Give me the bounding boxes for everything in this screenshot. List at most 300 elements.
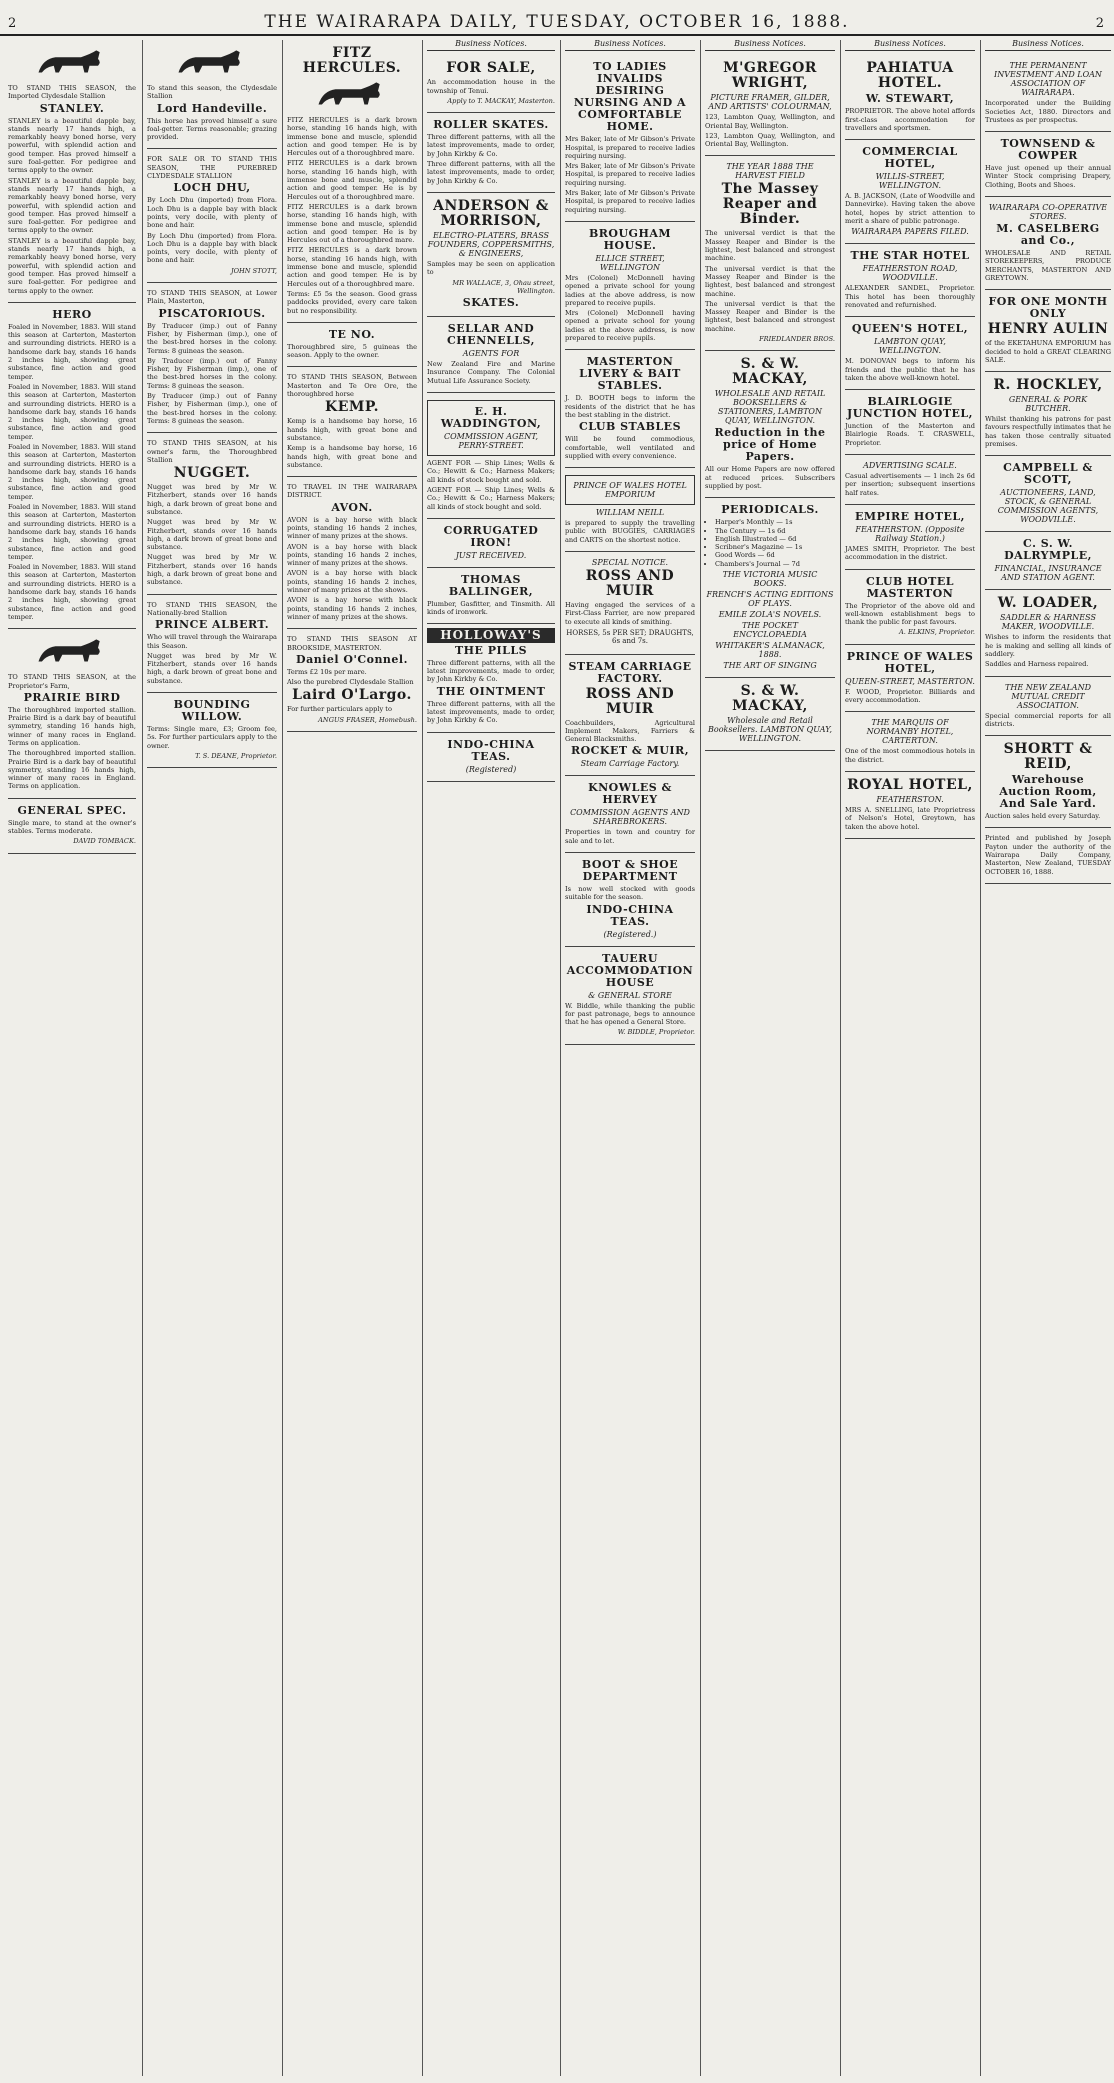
ad-piscatorious: [147, 283, 277, 433]
royal-sub: FEATHERSTON.: [876, 794, 944, 804]
prince-sub: WILLIAM NEILL: [595, 508, 665, 518]
ad-campbell-scott: [985, 456, 1111, 532]
mcgregor-body: 123, Lambton Quay, Wellington, and Oriental Bay, Wellington.: [705, 113, 835, 130]
ad-steam-carriage: [565, 655, 695, 777]
queens-body: M. DONOVAN begs to inform his friends and the public that he has taken the above well-known hotel.: [845, 357, 975, 382]
ad-general-spec: [8, 799, 136, 854]
nugget-body-2: Nugget was bred by Mr W. Fitzherbert, stands over 16 hands high, a dark brown of great bone and substance.: [147, 518, 277, 552]
mackay2-sub: Wholesale and Retail Booksellers. LAMBTON QUAY, WELLINGTON.: [708, 716, 832, 744]
club-name: CLUB HOTEL MASTERTON: [866, 574, 954, 600]
special-notice: SPECIAL NOTICE.: [591, 558, 669, 568]
acting-title: FRENCH'S ACTING EDITIONS OF PLAYS.: [706, 590, 834, 609]
advertising-name: ADVERTISING SCALE.: [863, 461, 957, 471]
prince-name: PRINCE ALBERT.: [154, 618, 270, 632]
page-number-left: 2: [8, 16, 17, 31]
periodicals-list: [705, 518, 835, 568]
ad-boot-shoe: [565, 853, 695, 947]
papers-filed: WAIRARAPA PAPERS FILED.: [851, 227, 969, 237]
dalrymple-sub: FINANCIAL, INSURANCE AND STATION AGENT.: [994, 564, 1102, 583]
avon-name: AVON.: [331, 500, 373, 514]
horse-icon: [310, 79, 395, 113]
ad-tauru: [565, 947, 695, 1045]
waddington-sub: COMMISSION AGENT, PERRY-STREET.: [443, 432, 538, 451]
skates-label: SKATES.: [462, 296, 520, 310]
corrugated-sub: JUST RECEIVED.: [455, 550, 527, 560]
periodical-item: • The Century — 1s 6d: [715, 527, 835, 535]
teas-name: INDO-CHINA TEAS.: [586, 902, 674, 928]
tenno-body: Thoroughbred sire, 5 guineas the season. Apply to the owner.: [287, 342, 417, 360]
masthead: [0, 0, 1114, 36]
coop-name: WAIRARAPA CO-OPERATIVE STORES.: [988, 203, 1108, 222]
pisc-body-2: By Traducer (imp.) out of Fanny Fisher, by Fisherman (imp.), one of the best-bred horses in the colony. Terms: 8 guineas the season.: [147, 356, 277, 390]
livery-name: MASTERTON LIVERY & BAIT STABLES.: [579, 355, 681, 393]
ad-livery: [565, 350, 695, 468]
mcgregor-name: M'GREGOR WRIGHT,: [723, 60, 817, 92]
agent-body: Special commercial reports for all districts.: [985, 711, 1111, 728]
club-body: The Proprietor of the above old and well-known establishment begs to thank the public for past favours.: [845, 601, 975, 627]
ad-avon: [287, 477, 417, 629]
prince-body: is prepared to supply the travelling public with BUGGIES, CARRIAGES and CARTS on the shortest notice.: [565, 519, 695, 544]
brougham-body: Mrs (Colonel) McDonnell having opened a private school for young ladies at the above address, is now prepared to receive pupils.: [565, 273, 695, 307]
shorts-body: Auction sales held every Saturday.: [985, 812, 1101, 821]
hero-body: Foaled in November, 1883. Will stand this season at Carterton, Masterton and surrounding districts. HERO is a handsome dark bay, stands 16 hands 2 inches high, showing great substance, fine action and good temper.: [8, 322, 136, 381]
ad-cooperative: [985, 197, 1111, 290]
knowles-sub: COMMISSION AGENTS AND SHAREBROKERS.: [570, 808, 690, 827]
bounding-body: Terms: Single mare, £3; Groom fee, 5s. For further particulars apply to the owner.: [147, 725, 277, 750]
sellar-body: New Zealand Fire and Marine Insurance Company. The Colonial Mutual Life Assurance Society.: [427, 360, 555, 385]
ad-marquis: [845, 712, 975, 772]
daniel-body: Terms £2 10s per mare.: [287, 667, 367, 676]
month-sub: HENRY AULIN: [987, 321, 1109, 338]
sellar-name: SELLAR AND CHENNELLS,: [447, 322, 535, 348]
lochdhu-name: LOCH DHU,: [173, 181, 251, 195]
stanley-body-3: STANLEY is a beautiful dapple bay, stands nearly 17 hands high, a remarkably heavy boned horse, very powerful, with splendid action and good temper. Has proved himself a sure foal-getter. For pedigree and terms apply to the owner.: [8, 236, 136, 295]
ad-dalrymple: [985, 532, 1111, 590]
music-title: THE VICTORIA MUSIC BOOKS.: [722, 570, 818, 589]
holloway-banner: HOLLOWAY'S: [427, 628, 555, 642]
tauru-name: TAUERU ACCOMMODATION HOUSE: [566, 951, 694, 989]
advertising-body: Casual advertisements — 1 inch 2s 6d per insertion; subsequent insertions half rates.: [845, 472, 975, 497]
newspaper-title: THE WAIRARAPA DAILY, TUESDAY, OCTOBER 16, 1888.: [264, 12, 850, 32]
ad-roller-skates: [427, 113, 555, 193]
fitz-body-3: FITZ HERCULES is a dark brown horse, standing 16 hands high, with immense bone and muscle, splendid action and good temper. He is by Hercules out of a thoroughbred mare.: [287, 202, 417, 245]
kemp-intro: TO STAND THIS SEASON, Between Masterton and Te Ore Ore, the thoroughbred horse: [287, 373, 417, 399]
column-6: [700, 40, 839, 2076]
ad-fitz-hercules: [287, 40, 417, 323]
fitz-body-2: FITZ HERCULES is a dark brown horse, standing 16 hands high, with immense bone and muscle, splendid action and good temper. He is by Hercules out of a thoroughbred mare.: [287, 159, 417, 201]
periodical-item: • Scribner's Magazine — 1s: [715, 543, 835, 551]
brougham-sub: ELLICE STREET, WELLINGTON: [595, 253, 665, 272]
teas-sub: (Registered.): [603, 929, 657, 939]
club-sign: A. ELKINS, Proprietor.: [898, 628, 975, 637]
prince-name: PRINCE OF WALES HOTEL EMPORIUM: [573, 481, 687, 500]
indo-sub: (Registered): [465, 764, 517, 774]
loader-prices: Saddles and Harness repaired.: [985, 660, 1089, 669]
tauru-body: W. Biddle, while thanking the public for past patronage, begs to announce that he has opened a General Store.: [565, 1001, 695, 1027]
general-sign: DAVID TOMBACK.: [73, 837, 136, 846]
star-sub: FEATHERSTON ROAD, WOODVILLE.: [862, 264, 958, 283]
ad-advertising-scale: [845, 455, 975, 505]
column-8: [980, 40, 1114, 2076]
ad-loader: [985, 590, 1111, 676]
singing-title: THE ART OF SINGING: [723, 661, 817, 671]
reduction-body: All our Home Papers are now offered at reduced prices. Subscribers supplied by post.: [705, 465, 835, 490]
empire-body: JAMES SMITH, Proprietor. The best accommodation in the district.: [845, 544, 975, 562]
ad-ladies: [565, 55, 695, 222]
horse-icon: [170, 47, 255, 81]
mackay2-name: S. & W. MACKAY,: [732, 683, 808, 715]
column-heading: Business Notices.: [427, 40, 555, 51]
waddington-body: AGENT FOR — Ship Lines; Wells & Co.; Hewitt & Co.; Harness Makers; all kinds of stock bought and sold.: [427, 459, 555, 484]
ad-club-hotel: [845, 570, 975, 645]
steam-body: Coachbuilders, Agricultural Implement Makers, Farriers & General Blacksmiths.: [565, 718, 695, 744]
ointment-body: Three different patterns, with all the latest improvements, made to order, by John Kirkby & Co.: [427, 699, 555, 725]
lochdhu-sign: JOHN STOTT,: [230, 266, 277, 275]
shorts-name: SHORTT & REID,: [1003, 741, 1093, 773]
periodical-item: • Harper's Monthly — 1s: [715, 518, 835, 526]
harvest-title: THE YEAR 1888 THE HARVEST FIELD: [726, 162, 814, 181]
month-name: FOR ONE MONTH ONLY: [988, 295, 1108, 321]
kemp-body-2: Kemp is a handsome bay horse, 16 hands high, with great bone and substance.: [287, 444, 417, 469]
pills-body: Three different patterns, with all the latest improvements, made to order, by John Kirkby & Co.: [427, 658, 555, 684]
mackay-sub: WHOLESALE AND RETAIL BOOKSELLERS & STATIONERS, LAMBTON QUAY, WELLINGTON.: [714, 389, 826, 426]
column-7: [840, 40, 979, 2076]
column-heading: Business Notices.: [565, 40, 695, 51]
ad-ross-muir: [565, 552, 695, 654]
column-5: [560, 40, 699, 2076]
ad-permanent-investment: [985, 55, 1111, 132]
pisc-name: PISCATORIOUS.: [158, 306, 266, 320]
travel-title: TO TRAVEL IN THE WAIRARAPA DISTRICT.: [287, 483, 417, 500]
avon-body-2: AVON is a bay horse with black points, standing 16 hands 2 inches, winner of many prizes at the shows.: [287, 542, 417, 568]
waddington-name: E. H. WADDINGTON,: [440, 405, 542, 431]
bounding-sign: T. S. DEANE, Proprietor.: [195, 751, 277, 760]
ad-mcgregor-wright: [705, 55, 835, 156]
imprint: [985, 828, 1111, 883]
nugget-name: NUGGET.: [173, 465, 251, 482]
townsend-body: Have just opened up their annual Winter Stock comprising Drapery, Clothing, Boots and Shoes.: [985, 164, 1111, 189]
pahiatua-sub: W. STEWART,: [865, 92, 955, 106]
ointment-title: THE OINTMENT: [436, 684, 546, 698]
ad-bounding-willow: [147, 693, 277, 768]
boot-name: BOOT & SHOE DEPARTMENT: [581, 857, 679, 883]
kemp-name: KEMP.: [325, 399, 379, 416]
ad-brougham: [565, 222, 695, 350]
loader-name: W. LOADER,: [997, 595, 1099, 612]
hero-body-2: Foaled in November, 1883. Will stand this season at Carterton, Masterton and surrounding districts. HERO is a handsome dark bay, stands 16 hands 2 inches high, showing great substance, fine action and good temper.: [8, 382, 136, 441]
ad-prince-wales-hotel: [845, 645, 975, 713]
club-body: Will be found commodious, comfortable, well ventilated and supplied with every convenience.: [565, 435, 695, 460]
blair-name: BLAIRLOGIE JUNCTION HOTEL,: [846, 395, 973, 421]
dalrymple-name: C. S. W. DALRYMPLE,: [1004, 537, 1092, 563]
anderson-sub: ELECTRO-PLATERS, BRASS FOUNDERS, COPPERSMITHS, & ENGINEERS,: [427, 230, 555, 258]
ladies-body-3: Mrs Baker, late of Mr Gibson's Private Hospital, is prepared to receive ladies requiring nursing.: [565, 189, 695, 214]
club-name: CLUB STABLES: [578, 420, 682, 434]
nugget-body: Nugget was bred by Mr W. Fitzherbert, stands over 16 hands high, a dark brown of great bone and substance.: [147, 483, 277, 516]
ballinger-body: Plumber, Gasfitter, and Tinsmith. All kinds of ironwork.: [427, 599, 555, 617]
imprint-text: Printed and published by Joseph Payton under the authority of the Wairarapa Daily Company, Masterton, New Zealand, TUESDAY OCTOBER 16, 1888.: [985, 834, 1111, 876]
ladies-body: Mrs Baker, late of Mr Gibson's Private Hospital, is prepared to receive ladies requiring nursing.: [565, 135, 695, 160]
brougham-body-2: Mrs (Colonel) McDonnell having opened a private school for young ladies at the above address, is now prepared to receive pupils.: [565, 309, 695, 343]
stanley-name: STANLEY.: [39, 101, 105, 115]
prairie-body: The thoroughbred imported stallion. Prairie Bird is a dark bay of beautiful symmetry, standing 16 hands high, winner of many races in England. Terms on application.: [8, 705, 136, 747]
general-name: GENERAL SPEC.: [17, 803, 127, 817]
bounding-name: BOUNDING WILLOW.: [173, 698, 251, 724]
pills-title: THE PILLS: [454, 643, 528, 657]
corrugated-name: CORRUGATED IRON!: [443, 523, 539, 549]
hockley-body: Whilst thanking his patrons for past favours respectfully intimates that he has taken those centrally situated premises.: [985, 415, 1111, 449]
steam-name: STEAM CARRIAGE FACTORY.: [568, 659, 692, 685]
queens-name: QUEEN'S HOTEL,: [851, 322, 969, 336]
ad-stanley: [8, 40, 136, 303]
ad-kemp: [287, 367, 417, 477]
forsale-body: An accommodation house in the township of Tenui.: [427, 78, 555, 95]
pisc-body: By Traducer (imp.) out of Fanny Fisher, by Fisherman (imp.), one of the best-bred horses in the colony. Terms: 8 guineas the season.: [147, 321, 277, 355]
pwales-name: PRINCE OF WALES HOTEL,: [846, 649, 974, 675]
mackay-name: S. & W. MACKAY,: [732, 356, 808, 388]
periodical-item: • Good Words — 6d: [715, 551, 835, 559]
pwales-body: F. WOOD, Proprietor. Billiards and every accommodation.: [845, 687, 975, 705]
daniel-name: Daniel O'Connel.: [296, 652, 408, 666]
column-1: [4, 40, 140, 2076]
roller-body: Three different patterns, with all the latest improvements, made to order, by John Kirkby & Co.: [427, 133, 555, 158]
anderson-name: ANDERSON & MORRISON,: [433, 197, 549, 229]
ad-knowles-hervey: [565, 776, 695, 853]
prairie-name: PRAIRIE BIRD: [23, 690, 121, 704]
forsale-name: FOR SALE,: [446, 60, 536, 77]
horse-prices: HORSES, 5s PER SET; DRAUGHTS, 6s and 7s.: [566, 628, 694, 646]
townsend-name: TOWNSEND & COWPER: [1000, 137, 1096, 163]
prairie-body-2: The thoroughbred imported stallion. Prairie Bird is a dark bay of beautiful symmetry, standing 16 hands high, winner of many races in England. Terms on application.: [8, 749, 136, 791]
forsale-apply: Apply to T. MACKAY, Masterton.: [447, 96, 555, 105]
ad-one-month: [985, 290, 1111, 372]
steam-sub: ROSS AND MUIR: [585, 685, 675, 717]
prince-body: Who will travel through the Wairarapa this Season.: [147, 633, 277, 650]
ballinger-name: THOMAS BALLINGER,: [448, 572, 534, 598]
roller-body-2: Three different patterns, with all the latest improvements, made to order, by John Kirkby & Co.: [427, 160, 555, 185]
ladies-name: TO LADIES INVALIDS DESIRING NURSING AND A COMFORTABLE HOME.: [573, 60, 687, 134]
ad-holloway: [427, 624, 555, 732]
tenno-name: TE NO.: [328, 327, 376, 341]
laird-sign: ANGUS FRASER, Homebush.: [318, 715, 417, 724]
ad-star-hotel: [845, 244, 975, 317]
column-heading: Business Notices.: [845, 40, 975, 51]
waddington-box: [427, 400, 555, 456]
star-name: THE STAR HOTEL: [850, 249, 970, 263]
avon-body-3: AVON is a bay horse with black points, standing 16 hands 2 inches, winner of many prizes at the shows.: [287, 569, 417, 595]
pisc-body-3: By Traducer (imp.) out of Fanny Fisher, by Fisherman (imp.), one of the best-bred horses in the colony. Terms: 8 guineas the season.: [147, 392, 277, 425]
prince-intro: TO STAND THIS SEASON, the Nationally-bred Stallion: [147, 600, 277, 617]
ad-waddington: [427, 393, 555, 519]
lochdhu-body-2: By Loch Dhu (imported) from Flora. Loch Dhu is a dapple bay with black points, very docile, with plenty of bone and hair.: [147, 231, 277, 265]
horse-icon: [30, 47, 115, 81]
periodical-item: • English Illustrated — 6d: [715, 535, 835, 543]
fitz-body-4: FITZ HERCULES is a dark brown horse, standing 16 hands high, with immense bone and muscle, splendid action and good temper. He is by Hercules out of a thoroughbred mare.: [287, 246, 417, 288]
agent-name: THE NEW ZEALAND MUTUAL CREDIT ASSOCIATION.: [1005, 682, 1091, 710]
massey-body: The universal verdict is that the Massey Reaper and Binder is the lightest, best balanced and strongest machine.: [705, 229, 835, 263]
ad-prince-albert: [147, 595, 277, 693]
ad-blairlogie: [845, 390, 975, 455]
empire-sub: FEATHERSTON. (Opposite Railway Station.): [855, 524, 965, 543]
boot-body: Is now well stocked with goods suitable for the season.: [565, 884, 695, 902]
ad-mutual-credit: [985, 677, 1111, 737]
coop-sub: M. CASELBERG and Co.,: [996, 222, 1100, 248]
ad-hockley: [985, 372, 1111, 456]
ad-massey: [705, 156, 835, 351]
campbell-name: CAMPBELL & SCOTT,: [1003, 461, 1093, 487]
zola-title: EMILE ZOLA'S NOVELS.: [718, 610, 822, 620]
knowles-name: KNOWLES & HERVEY: [588, 781, 672, 807]
anderson-sign: MR WALLACE, 3, Ohau street, Wellington.: [452, 278, 555, 295]
rocket-name: ROCKET & MUIR,: [570, 744, 690, 758]
lord-intro: To stand this season, the Clydesdale Stallion: [147, 84, 277, 101]
laird-name: Laird O'Largo.: [292, 687, 412, 704]
permanent-name: THE PERMANENT INVESTMENT AND LOAN ASSOCIATION OF WAIRARAPA.: [994, 61, 1102, 98]
stanley-body: STANLEY is a beautiful dapple bay, stands nearly 17 hands high, a remarkably heavy boned horse, very powerful, with splendid action and good temper. Has proved himself a sure foal-getter. For pedigree and terms apply to the owner.: [8, 116, 136, 175]
ad-sellar-chennells: [427, 317, 555, 393]
month-body: of the EKETAHUNA EMPORIUM has decided to hold a GREAT CLEARING SALE.: [985, 339, 1111, 364]
ad-queens-hotel: [845, 317, 975, 390]
pocket-title: THE POCKET ENCYCLOPAEDIA: [733, 621, 807, 640]
prince-body-2: Nugget was bred by Mr W. Fitzherbert, stands over 16 hands high, a dark brown of great bone and substance.: [147, 651, 277, 685]
brougham-name: BROUGHAM HOUSE.: [588, 226, 672, 252]
fitz-terms: Terms: £5 5s the season. Good grass paddocks provided, every care taken but no responsibility.: [287, 289, 417, 315]
livery-body: J. D. BOOTH begs to inform the residents of the district that he has the best stabling in the district.: [565, 394, 695, 419]
column-heading: Business Notices.: [985, 40, 1111, 51]
ad-corrugated-iron: [427, 519, 555, 568]
horse-icon: [30, 636, 115, 670]
nugget-intro: TO STAND THIS SEASON, at his owner's farm, the Thoroughbred Stallion: [147, 439, 277, 464]
pwales-sub: QUEEN-STREET, MASTERTON.: [845, 676, 975, 686]
page-number-right: 2: [1095, 16, 1104, 31]
commercial-sub: WILLIS-STREET, WELLINGTON.: [875, 172, 945, 191]
ad-loch-dhu: [147, 149, 277, 283]
marquis-name: THE MARQUIS OF NORMANBY HOTEL, CARTERTON.: [866, 718, 954, 746]
ad-mackay: [705, 351, 835, 498]
royal-name: ROYAL HOTEL,: [847, 776, 973, 793]
anderson-body: Samples may be seen on application to: [427, 259, 555, 277]
daniel-intro: TO STAND THIS SEASON AT BROOKSIDE, MASTERTON.: [287, 635, 417, 652]
loader-body: Wishes to inform the residents that he is making and selling all kinds of saddlery.: [985, 633, 1111, 658]
prairie-intro: TO STAND THIS SEASON, at the Proprietor's Farm,: [8, 673, 136, 690]
ad-te-no: [287, 323, 417, 368]
ad-mackay-2: [705, 678, 835, 751]
hero-body-4: Foaled in November, 1883. Will stand this season at Carterton, Masterton and surrounding districts. HERO is a handsome dark bay, stands 16 hands 2 inches high, showing great substance, fine action and good temper.: [8, 503, 136, 561]
laird-intro: Also the purebred Clydesdale Stallion: [287, 678, 414, 687]
roller-name: ROLLER SKATES.: [433, 118, 549, 132]
royal-body: MRS A. SNELLING, late Proprietress of Nelson's Hotel, Greytown, has taken the above hotel.: [845, 805, 975, 831]
commercial-body: A. B. JACKSON, (Late of Woodville and Dannevirke). Having taken the above hotel, hopes by strict attention to merit a share of public patronage.: [845, 192, 975, 226]
ad-prairie-bird: [8, 629, 136, 799]
shorts-sub: Warehouse Auction Room, And Sale Yard.: [999, 773, 1097, 811]
knowles-body: Properties in town and country for sale and to let.: [565, 828, 695, 845]
ad-lord-handeville: [147, 40, 277, 149]
ad-commercial-hotel: [845, 140, 975, 244]
periodicals-name: PERIODICALS.: [721, 503, 819, 517]
ad-shortt-reid: [985, 736, 1111, 828]
marquis-body: One of the most commodious hotels in the district.: [845, 747, 975, 764]
laird-body: For further particulars apply to: [287, 705, 392, 714]
column-4: [422, 40, 559, 2076]
pahiatua-name: PAHIATUA HOTEL.: [866, 60, 954, 92]
permanent-body: Incorporated under the Building Societies Act, 1880. Directors and Trustees as per prospectus.: [985, 99, 1111, 124]
ladies-body-2: Mrs Baker, late of Mr Gibson's Private Hospital, is prepared to receive ladies requiring nursing.: [565, 162, 695, 187]
mcgregor-sub: PICTURE FRAMER, GILDER, AND ARTISTS' COLOURMAN,: [708, 93, 832, 112]
hero-body-3: Foaled in November, 1883. Will stand this season at Carterton, Masterton and surrounding districts. HERO is a handsome dark bay, stands 16 hands 2 inches high, showing great substance, fine action and good temper.: [8, 442, 136, 501]
commercial-name: COMMERCIAL HOTEL,: [862, 145, 958, 171]
ad-pahiatua-hotel: [845, 55, 975, 140]
pahiatua-body: PROPRIETOR. The above hotel affords first-class accommodation for travellers and sportsmen.: [845, 107, 975, 132]
stanley-intro: TO STAND THIS SEASON, the Imported Clydesdale Stallion: [8, 84, 136, 101]
ad-hero: [8, 303, 136, 629]
mcgregor-body-2: 123, Lambton Quay, Wellington, and Oriental Bay, Wellington.: [705, 131, 835, 149]
lochdhu-intro: FOR SALE OR TO STAND THIS SEASON, THE PUREBRED CLYDESDALE STALLION: [147, 155, 277, 181]
ad-daniel-oconnel: [287, 629, 417, 732]
ad-periodicals: [705, 498, 835, 678]
ad-anderson-morrison: [427, 193, 555, 317]
campbell-sub: AUCTIONEERS, LAND, STOCK, & GENERAL COMMISSION AGENTS, WOODVILLE.: [997, 488, 1099, 525]
avon-body: AVON is a bay horse with black points, standing 16 hands 2 inches, winner of many prizes at the shows.: [287, 515, 417, 541]
lochdhu-body: By Loch Dhu (imported) from Flora. Loch Dhu is a dapple bay with black points, very docile, with plenty of bone and hair.: [147, 196, 277, 230]
indo-name: INDO-CHINA TEAS.: [447, 737, 535, 763]
fitz-name: FITZ HERCULES.: [302, 45, 402, 76]
hero-name: HERO: [52, 307, 92, 321]
lord-body: This horse has proved himself a sure foal-getter. Terms reasonable; grazing provided.: [147, 116, 277, 142]
star-body: ALEXANDER SANDEL, Proprietor. This hotel has been thoroughly renovated and refurnished.: [845, 284, 975, 309]
sellar-sub: AGENTS FOR: [462, 349, 520, 359]
prince-box: [565, 475, 695, 505]
hockley-sub: GENERAL & PORK BUTCHER.: [1008, 395, 1088, 414]
column-heading: Business Notices.: [705, 40, 835, 51]
ross-name: ROSS AND MUIR: [585, 568, 675, 600]
reduction-name: Reduction in the price of Home Papers.: [714, 426, 826, 464]
column-2: [142, 40, 281, 2076]
almanac-title: WHITAKER'S ALMANACK, 1888.: [715, 641, 825, 660]
tauru-sign: W. BIDDLE, Proprietor.: [617, 1028, 695, 1037]
tauru-sub: & GENERAL STORE: [588, 990, 672, 1000]
general-body: Single mare, to stand at the owner's stables. Terms moderate.: [8, 818, 136, 836]
fitz-body: FITZ HERCULES is a dark brown horse, standing 16 hands high, with immense bone and muscle, splendid action and good temper. He is by Hercules out of a thoroughbred mare.: [287, 116, 417, 158]
ad-townsend-cowper: [985, 132, 1111, 197]
pisc-intro: TO STAND THIS SEASON, at Lower Plain, Masterton,: [147, 289, 277, 306]
massey-sign: FRIEDLANDER BROS.: [759, 335, 835, 344]
ad-indo-china: [427, 733, 555, 782]
nugget-body-3: Nugget was bred by Mr W. Fitzherbert, stands over 16 hands high, a dark brown of great bone and substance.: [147, 553, 277, 587]
ad-empire-hotel: [845, 505, 975, 570]
waddington-body-2: AGENT FOR — Ship Lines; Wells & Co.; Hewitt & Co.; Harness Makers; all kinds of stock bought and sold.: [427, 485, 555, 511]
rocket-sub: Steam Carriage Factory.: [580, 759, 680, 769]
coop-body: WHOLESALE AND RETAIL STOREKEEPERS, PRODUCE MERCHANTS, MASTERTON AND GREYTOWN.: [985, 249, 1111, 282]
lord-name: Lord Handeville.: [156, 101, 268, 115]
loader-sub: SADDLER & HARNESS MAKER, WOODVILLE.: [1000, 613, 1096, 632]
ad-prince-wales-emporium: [565, 468, 695, 552]
ad-nugget: [147, 433, 277, 594]
periodical-item: • Chambers's Journal — 7d: [715, 560, 835, 568]
hockley-name: R. HOCKLEY,: [993, 377, 1103, 394]
ad-royal-hotel: [845, 772, 975, 839]
blair-body: Junction of the Masterton and Blairlogie Roads. T. CRASWELL, Proprietor.: [845, 422, 975, 447]
queens-sub: LAMBTON QUAY, WELLINGTON.: [874, 337, 946, 356]
ad-ballinger: [427, 568, 555, 625]
kemp-body: Kemp is a handsome bay horse, 16 hands high, with great bone and substance.: [287, 417, 417, 442]
hero-body-5: Foaled in November, 1883. Will stand this season at Carterton, Masterton and surrounding districts. HERO is a handsome dark bay, stands 16 hands 2 inches high, showing great substance, fine action and good temper.: [8, 563, 136, 621]
avon-body-4: AVON is a bay horse with black points, standing 16 hands 2 inches, winner of many prizes at the shows.: [287, 596, 417, 621]
massey-body-2: The universal verdict is that the Massey Reaper and Binder is the lightest, best balanced and strongest machine.: [705, 264, 835, 298]
ross-body: Having engaged the services of a First-Class Farrier, are now prepared to execute all kinds of smithing.: [565, 601, 695, 626]
massey-name: The Massey Reaper and Binder.: [721, 181, 819, 228]
column-3: [282, 40, 421, 2076]
massey-body-3: The universal verdict is that the Massey Reaper and Binder is the lightest, best balanced and strongest machine.: [705, 299, 835, 333]
